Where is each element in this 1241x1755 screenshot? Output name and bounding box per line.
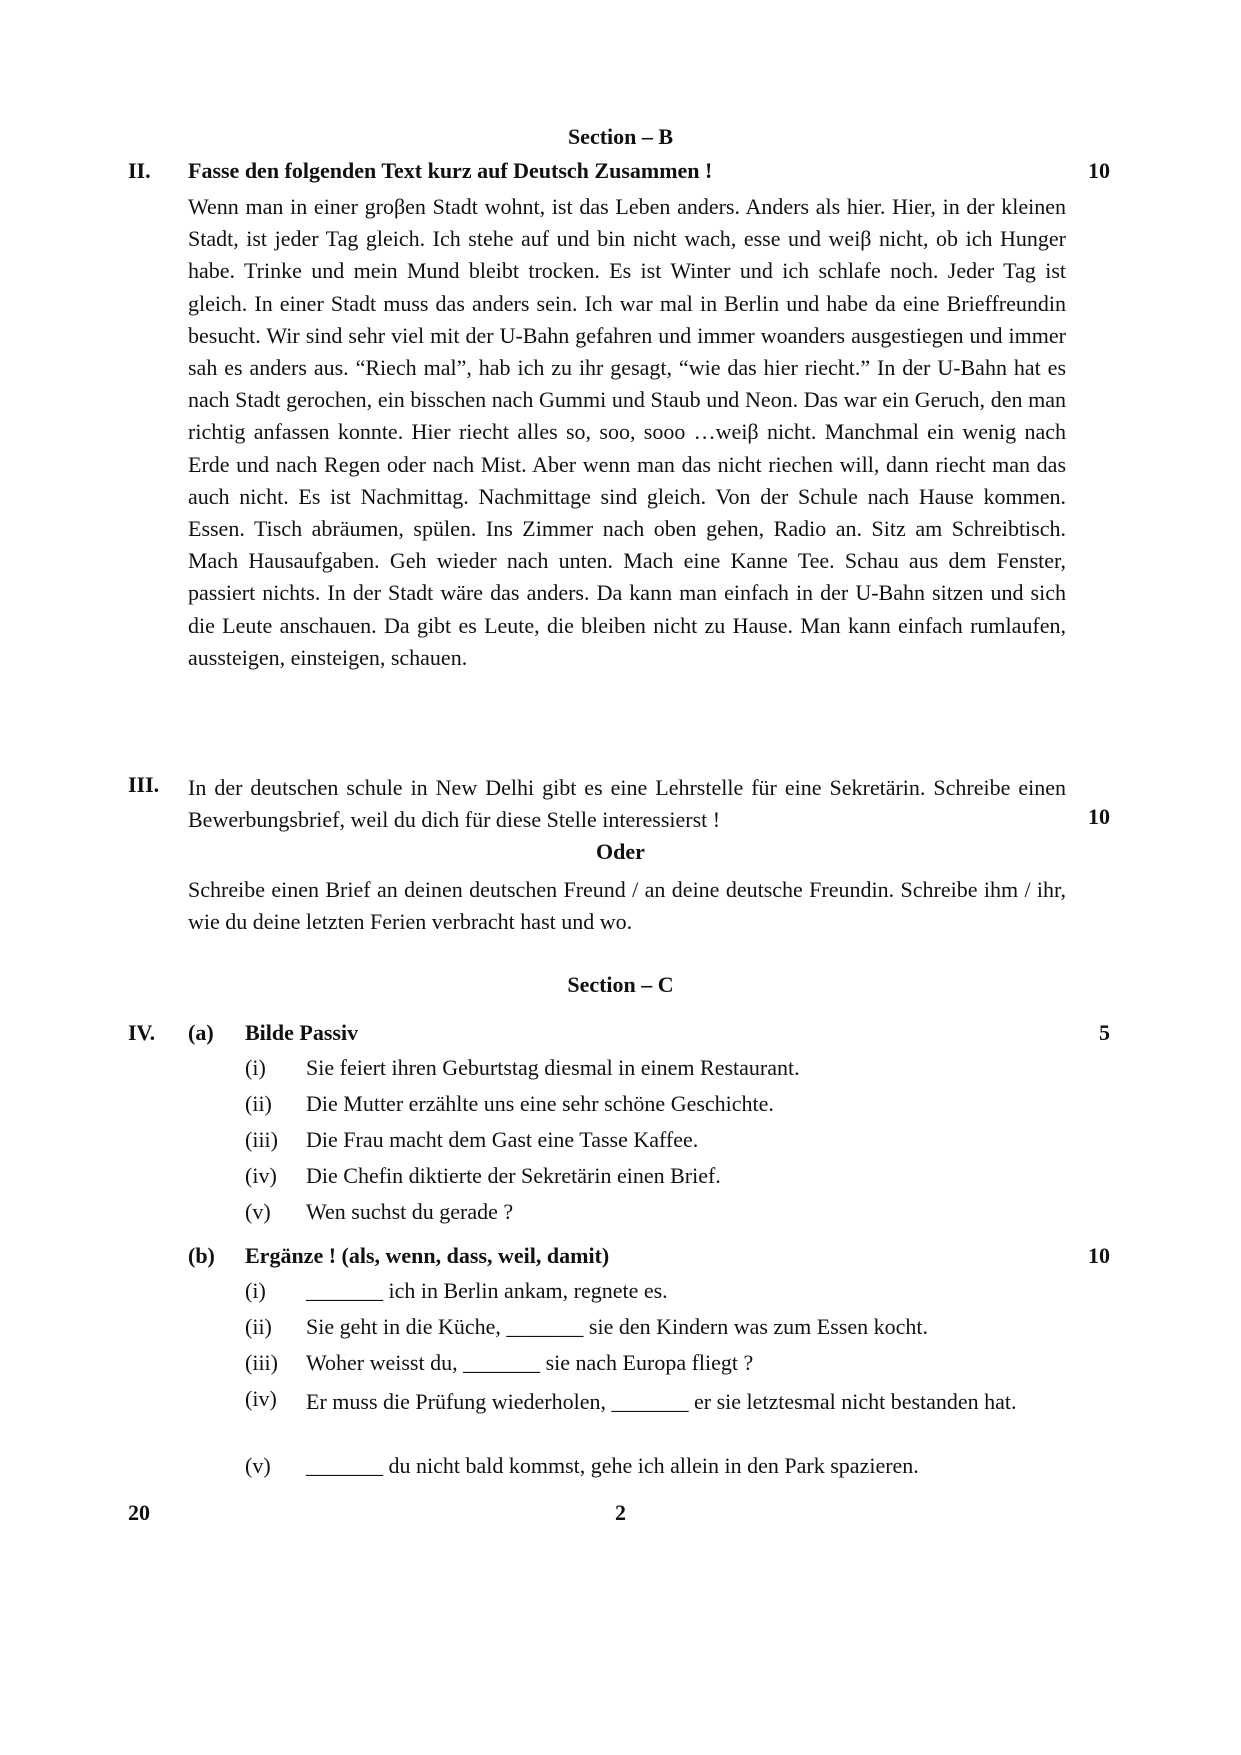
question-2-marks: 10 [1088,158,1110,183]
question-3-or: Oder [596,839,645,864]
page-number: 2 [615,1500,626,1525]
item-text: Sie geht in die Küche, _______ sie den Kindern was zum Essen kocht. [306,1314,928,1339]
item-text: Die Chefin diktierte der Sekretärin einen Brief. [306,1163,721,1188]
item-number: (ii) [245,1091,272,1116]
question-4a-title: Bilde Passiv [245,1020,359,1045]
section-b-heading: Section – B [567,124,674,149]
section-c-heading: Section – C [567,972,674,997]
item-number: (v) [245,1199,271,1224]
item-text: Die Frau macht dem Gast eine Tasse Kaffee. [306,1127,699,1152]
question-3-alt-text: Schreibe einen Brief an deinen deutschen Freund / an deine deutsche Freundin. Schreibe ihm / ihr, wie du deine letzten Ferien verbracht hast und wo. [188,877,1066,934]
question-3-number: III. [128,772,160,797]
question-4b-marks: 10 [1088,1243,1110,1268]
question-4a-marks: 5 [1099,1020,1110,1045]
item-number: (v) [245,1453,271,1478]
item-number: (iv) [245,1386,277,1411]
item-text: Wen suchst du gerade ? [306,1199,514,1224]
question-3-marks: 10 [1088,804,1110,829]
paper-code: 20 [128,1500,150,1525]
item-text: Sie feiert ihren Geburtstag diesmal in einem Restaurant. [306,1055,800,1080]
item-text: Die Mutter erzählte uns eine sehr schöne Geschichte. [306,1091,774,1116]
question-4b-title: Ergänze ! (als, wenn, dass, weil, damit) [245,1243,610,1268]
item-number: (iii) [245,1350,278,1375]
item-number: (i) [245,1055,266,1080]
question-2-number: II. [128,158,151,183]
question-4-number: IV. [128,1020,156,1045]
item-text: Er muss die Prüfung wiederholen, _______ er sie letztesmal nicht bestanden hat. [306,1389,1017,1414]
item-text: _______ ich in Berlin ankam, regnete es. [306,1278,668,1303]
item-text: _______ du nicht bald kommst, gehe ich allein in den Park spazieren. [306,1453,919,1478]
question-3-text: In der deutschen schule in New Delhi gibt es eine Lehrstelle für eine Sekretärin. Schreibe einen Bewerbungsbrief, weil du dich für diese Stelle interessierst ! [188,775,1066,832]
item-number: (iii) [245,1127,278,1152]
question-4b-label: (b) [188,1243,215,1268]
item-number: (ii) [245,1314,272,1339]
item-number: (i) [245,1278,266,1303]
item-text: Woher weisst du, _______ sie nach Europa fliegt ? [306,1350,754,1375]
question-4a-label: (a) [188,1020,214,1045]
item-number: (iv) [245,1163,277,1188]
question-2-prompt: Fasse den folgenden Text kurz auf Deutsch Zusammen ! [188,158,713,183]
question-2-passage: Wenn man in einer groβen Stadt wohnt, ist das Leben anders. Anders als hier. Hier, in der kleinen Stadt, ist jeder Tag gleich. Ich stehe auf und bin nicht wach, esse und weiβ nicht, ob ich Hunger habe. Trinke und mein Mund bleibt trocken. Es ist Winter und ich schlafe noch. Jeder Tag ist gleich. In einer Stadt muss das anders sein. Ich war mal in Berlin und habe da eine Brieffreundin besucht. Wir sind sehr viel mit der U-Bahn gefahren und immer woanders ausgestiegen und immer sah es anders aus. “Riech mal”, hab ich zu ihr gesagt, “wie das hier riecht.” In der U-Bahn hat es nach Stadt gerochen, ein bisschen nach Gummi und Staub und Neon. Das war ein Geruch, den man richtig anfassen konnte. Hier riecht alles so, soo, sooo …weiβ nicht. Manchmal ein wenig nach Erde und nach Regen oder nach Mist. Aber wenn man das nicht riechen will, dann riecht man das auch nicht. Es ist Nachmittag. Nachmittage sind gleich. Von der Schule nach Hause kommen. Essen. Tisch abräumen, spülen. Ins Zimmer nach oben gehen, Radio an. Sitz am Schreibtisch. Mach Hausaufgaben. Geh wieder nach unten. Mach eine Kanne Tee. Schau aus dem Fenster, passiert nichts. In der Stadt wäre das anders. Da kann man einfach in der U-Bahn sitzen und sich die Leute anschauen. Da gibt es Leute, die bleiben nicht zu Hause. Man kann einfach rumlaufen, aussteigen, einsteigen, schauen. [188,194,1066,670]
